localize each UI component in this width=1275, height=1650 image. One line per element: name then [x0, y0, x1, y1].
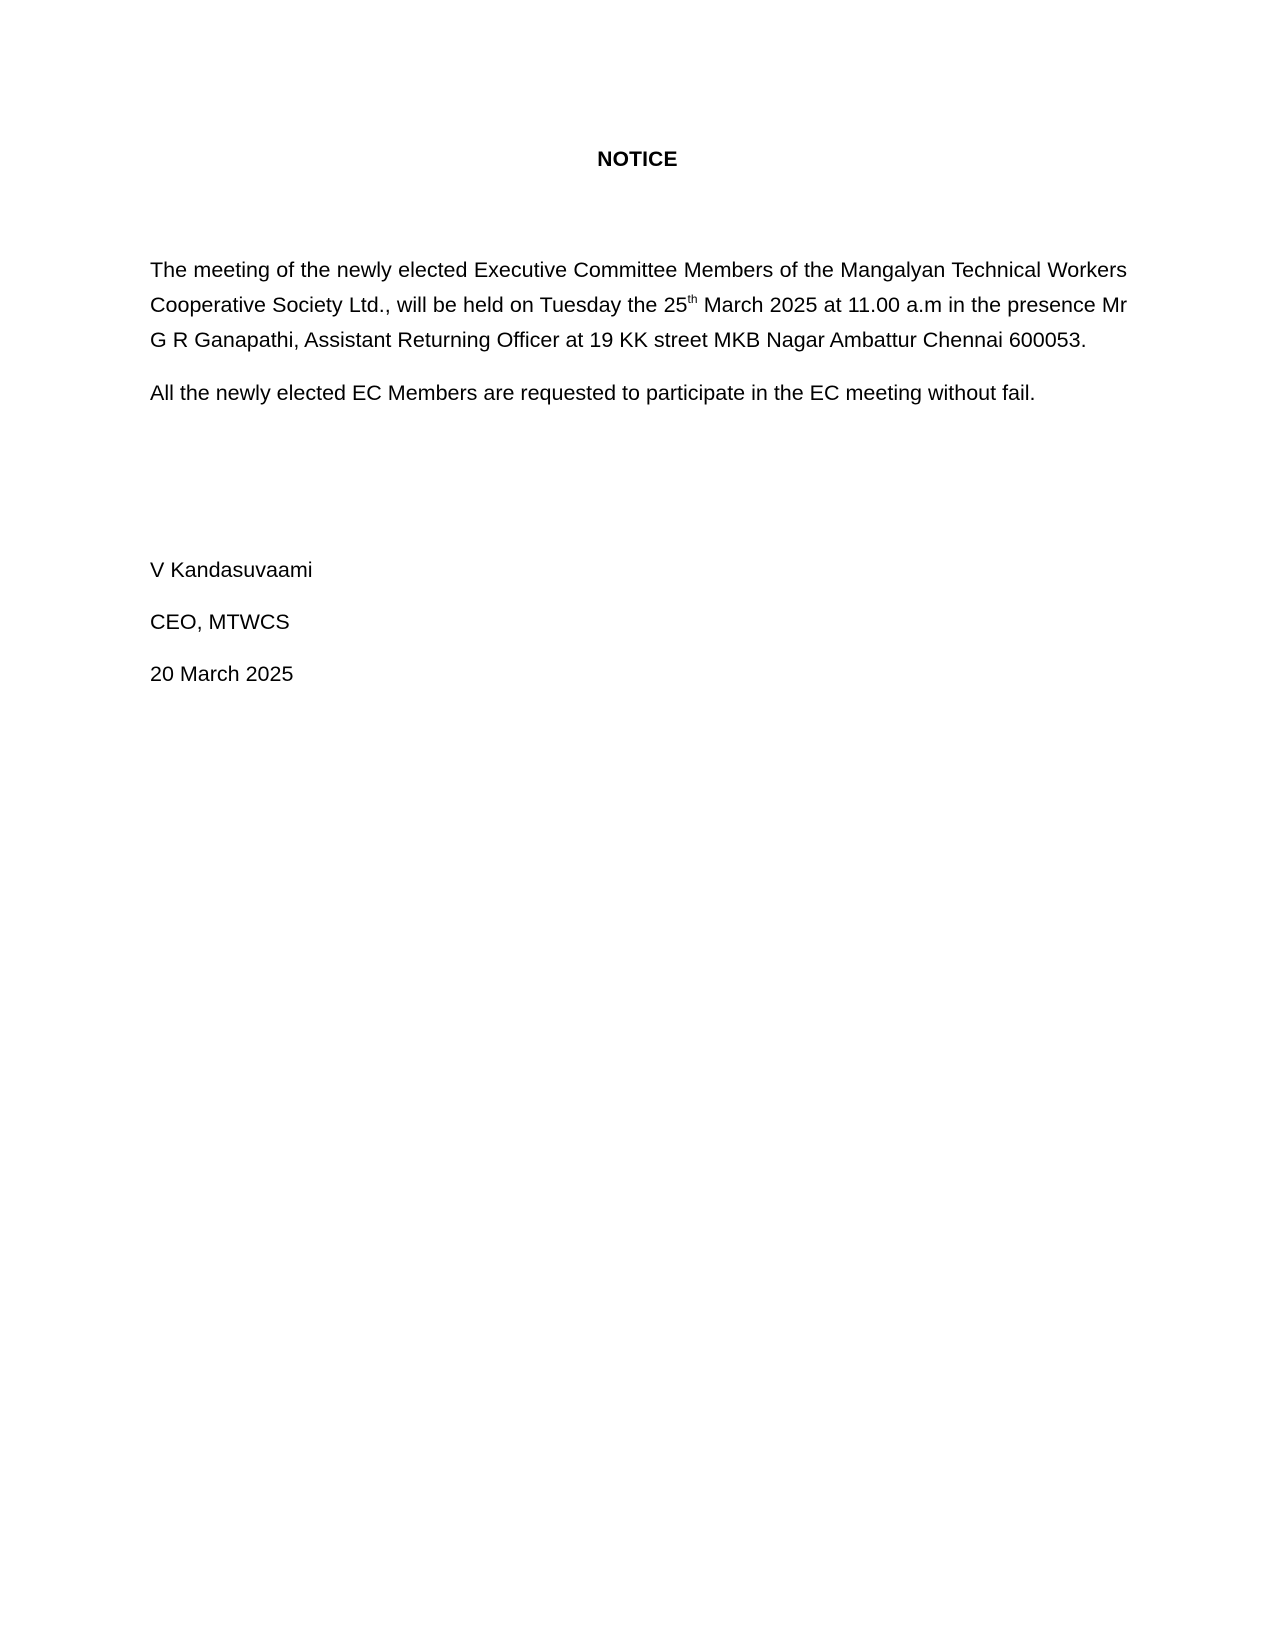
signature-block	[150, 553, 313, 709]
notice-body	[150, 253, 1127, 411]
meeting-text-part2: March 2025 at 11.00 a.m in the presence Mr G R Ganapathi, Assistant Returning Officer at 19 KK street MKB Nagar Ambattur Chennai 600053.	[150, 293, 1127, 352]
signatory-name: V Kandasuvaami	[150, 558, 313, 582]
notice-date: 20 March 2025	[150, 662, 294, 686]
signatory-designation: CEO, MTWCS	[150, 610, 290, 634]
notice-title: NOTICE	[597, 148, 678, 171]
meeting-paragraph	[150, 253, 1127, 358]
request-paragraph: All the newly elected EC Members are requested to participate in the EC meeting without fail.	[150, 381, 1036, 405]
meeting-text-part1: The meeting of the newly elected Executive Committee Members of the Mangalyan Technical Workers Cooperative Society Ltd., will be held on Tuesday the 25	[150, 258, 1127, 317]
ordinal-suffix: th	[687, 292, 698, 306]
